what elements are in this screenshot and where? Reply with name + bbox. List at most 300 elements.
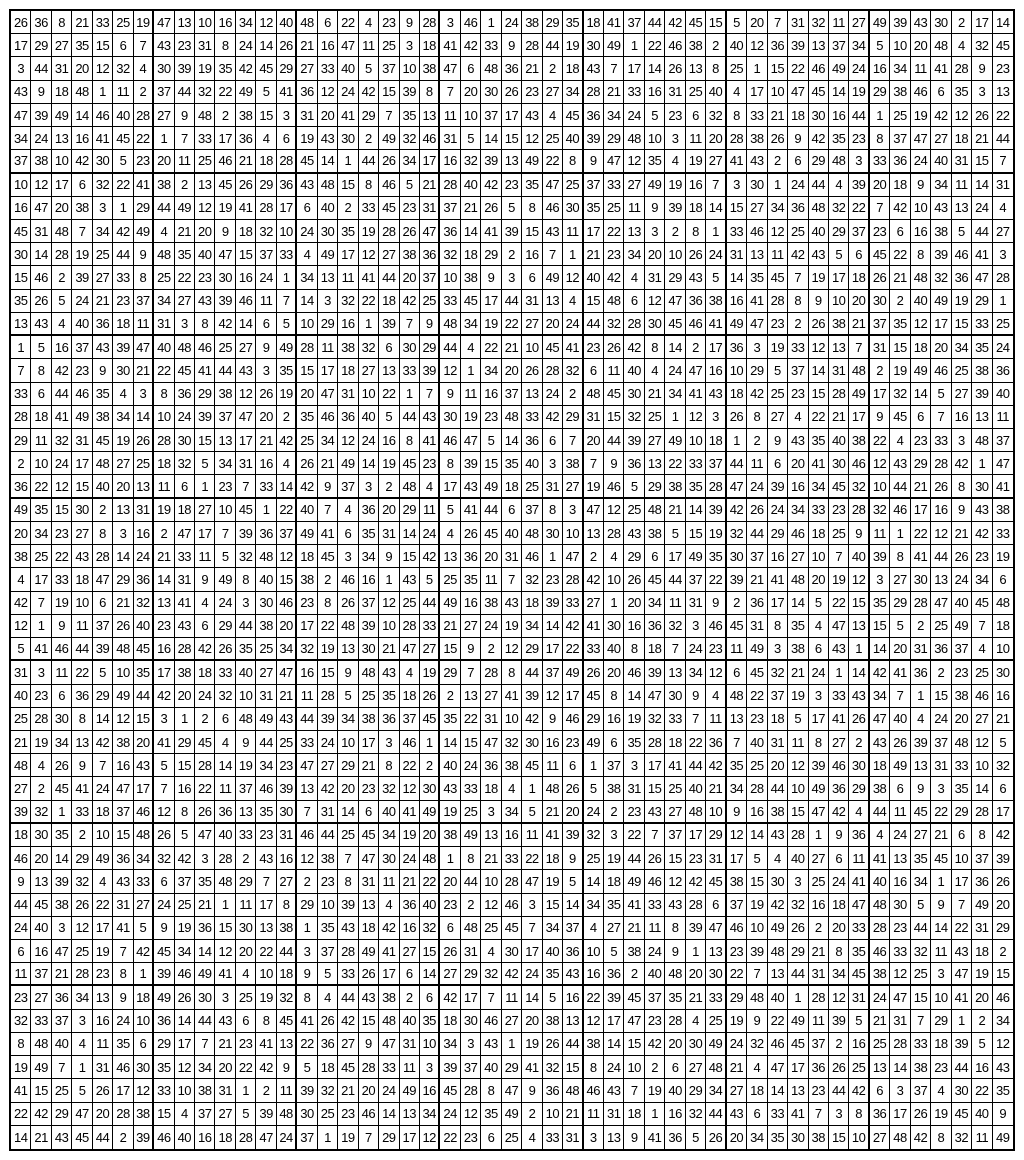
- grid-cell: 27: [931, 127, 951, 150]
- grid-cell: 14: [624, 685, 644, 708]
- grid-cell: 7: [31, 592, 51, 615]
- grid-cell: 30: [706, 963, 726, 986]
- grid-cell: 12: [870, 452, 890, 475]
- grid-cell: 20: [686, 963, 706, 986]
- grid-cell: 15: [440, 638, 460, 661]
- grid-cell: 33: [175, 545, 195, 568]
- grid-cell: 47: [52, 940, 72, 963]
- grid-cell: 30: [952, 1079, 972, 1102]
- grid-cell: 9: [420, 313, 440, 336]
- grid-cell: 10: [604, 568, 624, 591]
- grid-cell: 8: [134, 266, 154, 289]
- grid-cell: 38: [318, 847, 338, 870]
- grid-cell: 36: [993, 359, 1013, 382]
- grid-cell: 1: [236, 1079, 256, 1102]
- grid-cell: 49: [31, 1056, 51, 1079]
- grid-cell: 27: [563, 475, 583, 498]
- grid-cell: 18: [890, 174, 910, 197]
- grid-cell: 44: [972, 220, 992, 243]
- grid-cell: 25: [134, 452, 154, 475]
- grid-cell: 22: [788, 57, 808, 80]
- grid-cell: 38: [931, 220, 951, 243]
- grid-cell: 20: [993, 894, 1013, 917]
- grid-cell: 22: [420, 870, 440, 893]
- grid-cell: 10: [809, 545, 829, 568]
- grid-cell: 30: [256, 592, 276, 615]
- grid-cell: 43: [706, 383, 726, 406]
- grid-cell: 7: [481, 986, 501, 1009]
- grid-cell: 1: [624, 34, 644, 57]
- grid-cell: 45: [502, 917, 522, 940]
- grid-cell: 48: [747, 986, 767, 1009]
- grid-cell: 47: [175, 522, 195, 545]
- grid-cell: 34: [236, 11, 256, 34]
- grid-cell: 46: [31, 266, 51, 289]
- grid-cell: 38: [338, 336, 358, 359]
- grid-cell: 35: [481, 1103, 501, 1126]
- grid-cell: 45: [236, 499, 256, 522]
- grid-cell: 15: [931, 685, 951, 708]
- grid-cell: 26: [686, 243, 706, 266]
- grid-cell: 12: [215, 940, 235, 963]
- grid-cell: 32: [11, 1010, 31, 1033]
- grid-cell: 2: [72, 824, 92, 847]
- grid-cell: 30: [11, 243, 31, 266]
- grid-cell: 30: [665, 685, 685, 708]
- grid-cell: 48: [563, 1079, 583, 1102]
- grid-cell: 3: [93, 197, 113, 220]
- grid-cell: 18: [113, 313, 133, 336]
- grid-cell: 45: [359, 824, 379, 847]
- grid-cell: 16: [829, 104, 849, 127]
- grid-cell: 3: [215, 986, 235, 1009]
- grid-cell: 40: [788, 847, 808, 870]
- grid-cell: 39: [379, 313, 399, 336]
- grid-cell: 49: [706, 1033, 726, 1056]
- grid-cell: 25: [481, 917, 501, 940]
- grid-cell: 12: [52, 475, 72, 498]
- grid-cell: 35: [522, 174, 542, 197]
- grid-cell: 43: [359, 986, 379, 1009]
- grid-cell: 45: [952, 1103, 972, 1126]
- grid-cell: 48: [175, 336, 195, 359]
- grid-cell: 32: [911, 940, 931, 963]
- grid-cell: 26: [604, 336, 624, 359]
- grid-cell: 48: [400, 475, 420, 498]
- grid-cell: 6: [277, 127, 297, 150]
- grid-cell: 43: [584, 57, 604, 80]
- grid-cell: 26: [829, 1056, 849, 1079]
- grid-cell: 37: [952, 638, 972, 661]
- grid-cell: 26: [236, 174, 256, 197]
- grid-cell: 33: [277, 243, 297, 266]
- grid-cell: 33: [727, 220, 747, 243]
- grid-cell: 29: [481, 243, 501, 266]
- grid-cell: 5: [972, 1033, 992, 1056]
- grid-cell: 23: [809, 1079, 829, 1102]
- grid-cell: 20: [543, 313, 563, 336]
- grid-cell: 26: [584, 661, 604, 684]
- grid-cell: 31: [522, 290, 542, 313]
- grid-cell: 37: [11, 150, 31, 173]
- grid-cell: 31: [952, 150, 972, 173]
- grid-cell: 37: [134, 290, 154, 313]
- grid-cell: 6: [481, 1126, 501, 1149]
- grid-cell: 32: [359, 336, 379, 359]
- grid-cell: 31: [768, 731, 788, 754]
- grid-cell: 49: [113, 685, 133, 708]
- grid-cell: 29: [318, 313, 338, 336]
- grid-cell: 43: [379, 661, 399, 684]
- grid-cell: 21: [645, 383, 665, 406]
- grid-cell: 48: [686, 801, 706, 824]
- grid-cell: 1: [175, 708, 195, 731]
- grid-cell: 39: [481, 150, 501, 173]
- grid-cell: 26: [849, 708, 869, 731]
- grid-cell: 19: [461, 406, 481, 429]
- grid-cell: 13: [379, 359, 399, 382]
- grid-cell: 16: [338, 313, 358, 336]
- grid-cell: 7: [195, 1033, 215, 1056]
- grid-cell: 26: [543, 1033, 563, 1056]
- grid-cell: 35: [849, 940, 869, 963]
- grid-cell: 41: [175, 592, 195, 615]
- grid-cell: 33: [849, 917, 869, 940]
- grid-cell: 25: [952, 359, 972, 382]
- grid-cell: 24: [543, 383, 563, 406]
- grid-cell: 19: [972, 963, 992, 986]
- grid-cell: 36: [952, 266, 972, 289]
- grid-cell: 24: [134, 545, 154, 568]
- grid-cell: 43: [420, 406, 440, 429]
- grid-cell: 34: [563, 81, 583, 104]
- grid-cell: 23: [563, 731, 583, 754]
- grid-cell: 28: [338, 940, 358, 963]
- grid-cell: 12: [461, 1103, 481, 1126]
- grid-cell: 34: [788, 499, 808, 522]
- grid-cell: 37: [829, 34, 849, 57]
- grid-cell: 41: [768, 568, 788, 591]
- grid-cell: 12: [502, 638, 522, 661]
- grid-cell: 32: [277, 986, 297, 1009]
- grid-cell: 9: [134, 243, 154, 266]
- grid-cell: 43: [829, 638, 849, 661]
- grid-cell: 18: [215, 1126, 235, 1149]
- grid-cell: 39: [400, 81, 420, 104]
- grid-cell: 12: [72, 917, 92, 940]
- grid-cell: 14: [972, 777, 992, 800]
- grid-cell: 42: [440, 986, 460, 1009]
- grid-cell: 41: [972, 243, 992, 266]
- grid-cell: 19: [481, 313, 501, 336]
- grid-cell: 38: [461, 266, 481, 289]
- grid-cell: 15: [624, 1033, 644, 1056]
- grid-cell: 7: [52, 1056, 72, 1079]
- grid-cell: 23: [481, 406, 501, 429]
- grid-cell: 41: [359, 266, 379, 289]
- grid-cell: 7: [911, 1010, 931, 1033]
- grid-cell: 14: [911, 383, 931, 406]
- grid-cell: 48: [481, 57, 501, 80]
- grid-cell: 23: [175, 34, 195, 57]
- grid-cell: 25: [543, 127, 563, 150]
- grid-cell: 14: [543, 615, 563, 638]
- grid-cell: 46: [359, 1103, 379, 1126]
- grid-cell: 24: [481, 615, 501, 638]
- grid-cell: 37: [400, 708, 420, 731]
- grid-cell: 44: [788, 963, 808, 986]
- grid-cell: 4: [31, 754, 51, 777]
- grid-cell: 9: [952, 499, 972, 522]
- grid-cell: 47: [481, 731, 501, 754]
- grid-cell: 16: [11, 197, 31, 220]
- grid-cell: 24: [215, 592, 235, 615]
- grid-cell: 33: [624, 81, 644, 104]
- grid-cell: 6: [993, 777, 1013, 800]
- grid-cell: 13: [931, 568, 951, 591]
- grid-cell: 13: [849, 615, 869, 638]
- grid-cell: 17: [72, 452, 92, 475]
- grid-cell: 20: [359, 1079, 379, 1102]
- grid-cell: 46: [788, 522, 808, 545]
- grid-cell: 15: [236, 243, 256, 266]
- grid-cell: 22: [706, 568, 726, 591]
- grid-cell: 7: [768, 11, 788, 34]
- grid-cell: 20: [297, 383, 317, 406]
- grid-cell: 27: [11, 777, 31, 800]
- grid-cell: 10: [256, 963, 276, 986]
- grid-cell: 29: [256, 174, 276, 197]
- grid-cell: 2: [277, 406, 297, 429]
- grid-cell: 6: [93, 592, 113, 615]
- grid-cell: 38: [93, 406, 113, 429]
- grid-cell: 32: [604, 313, 624, 336]
- grid-cell: 39: [604, 986, 624, 1009]
- grid-cell: 31: [256, 685, 276, 708]
- grid-cell: 4: [870, 824, 890, 847]
- grid-cell: 19: [543, 870, 563, 893]
- grid-cell: 37: [113, 801, 133, 824]
- grid-cell: 17: [113, 1079, 133, 1102]
- grid-cell: 4: [665, 150, 685, 173]
- grid-cell: 39: [563, 824, 583, 847]
- grid-cell: 1: [256, 499, 276, 522]
- grid-cell: 37: [318, 940, 338, 963]
- grid-cell: 21: [359, 754, 379, 777]
- grid-cell: 25: [359, 685, 379, 708]
- grid-cell: 14: [829, 81, 849, 104]
- grid-cell: 37: [624, 11, 644, 34]
- grid-cell: 42: [584, 568, 604, 591]
- grid-cell: 11: [318, 336, 338, 359]
- grid-cell: 22: [52, 545, 72, 568]
- grid-cell: 13: [481, 824, 501, 847]
- grid-cell: 41: [993, 475, 1013, 498]
- grid-cell: 6: [931, 81, 951, 104]
- grid-cell: 10: [522, 336, 542, 359]
- grid-cell: 28: [93, 545, 113, 568]
- grid-cell: 49: [563, 661, 583, 684]
- grid-cell: 35: [604, 894, 624, 917]
- grid-cell: 26: [624, 568, 644, 591]
- grid-cell: 20: [461, 81, 481, 104]
- grid-cell: 42: [870, 661, 890, 684]
- grid-cell: 42: [788, 243, 808, 266]
- grid-cell: 16: [952, 406, 972, 429]
- grid-cell: 8: [543, 499, 563, 522]
- grid-cell: 45: [522, 754, 542, 777]
- grid-cell: 9: [788, 127, 808, 150]
- grid-cell: 23: [93, 963, 113, 986]
- grid-cell: 22: [400, 754, 420, 777]
- grid-cell: 30: [993, 661, 1013, 684]
- grid-cell: 30: [338, 127, 358, 150]
- grid-cell: 19: [113, 429, 133, 452]
- grid-cell: 13: [706, 940, 726, 963]
- grid-cell: 41: [849, 870, 869, 893]
- grid-cell: 13: [215, 429, 235, 452]
- grid-cell: 45: [768, 266, 788, 289]
- grid-cell: 24: [870, 986, 890, 1009]
- grid-cell: 24: [522, 963, 542, 986]
- grid-cell: 24: [665, 359, 685, 382]
- grid-cell: 49: [584, 731, 604, 754]
- grid-cell: 27: [809, 847, 829, 870]
- grid-cell: 2: [727, 592, 747, 615]
- grid-cell: 24: [359, 429, 379, 452]
- grid-cell: 7: [686, 708, 706, 731]
- grid-cell: 37: [768, 685, 788, 708]
- grid-cell: 44: [338, 986, 358, 1009]
- grid-cell: 10: [420, 1033, 440, 1056]
- grid-cell: 1: [481, 11, 501, 34]
- grid-cell: 12: [522, 127, 542, 150]
- grid-cell: 23: [236, 1033, 256, 1056]
- grid-cell: 3: [134, 383, 154, 406]
- grid-cell: 28: [788, 824, 808, 847]
- grid-cell: 30: [440, 406, 460, 429]
- grid-cell: 38: [645, 522, 665, 545]
- grid-cell: 45: [604, 383, 624, 406]
- grid-cell: 34: [379, 824, 399, 847]
- grid-cell: 5: [195, 452, 215, 475]
- grid-cell: 42: [113, 220, 133, 243]
- grid-cell: 16: [400, 917, 420, 940]
- grid-cell: 37: [52, 1010, 72, 1033]
- grid-cell: 15: [113, 824, 133, 847]
- grid-cell: 41: [604, 11, 624, 34]
- grid-cell: 17: [134, 777, 154, 800]
- grid-cell: 20: [952, 708, 972, 731]
- grid-cell: 24: [31, 127, 51, 150]
- grid-cell: 22: [890, 243, 910, 266]
- grid-cell: 42: [420, 545, 440, 568]
- grid-cell: 32: [420, 917, 440, 940]
- grid-cell: 21: [318, 452, 338, 475]
- grid-cell: 6: [318, 11, 338, 34]
- grid-cell: 16: [972, 1056, 992, 1079]
- grid-cell: 7: [379, 104, 399, 127]
- grid-cell: 23: [952, 661, 972, 684]
- grid-cell: 40: [440, 754, 460, 777]
- grid-cell: 40: [134, 615, 154, 638]
- grid-cell: 13: [993, 81, 1013, 104]
- grid-cell: 32: [870, 499, 890, 522]
- grid-cell: 3: [31, 661, 51, 684]
- grid-cell: 15: [829, 1126, 849, 1149]
- grid-cell: 18: [134, 986, 154, 1009]
- grid-cell: 34: [686, 661, 706, 684]
- grid-cell: 9: [829, 824, 849, 847]
- grid-cell: 3: [297, 940, 317, 963]
- grid-cell: 48: [727, 685, 747, 708]
- grid-cell: 14: [665, 336, 685, 359]
- grid-cell: 17: [584, 220, 604, 243]
- grid-cell: 32: [52, 429, 72, 452]
- grid-cell: 5: [543, 986, 563, 1009]
- grid-cell: 30: [768, 870, 788, 893]
- grid-cell: 15: [665, 847, 685, 870]
- grid-cell: 7: [215, 522, 235, 545]
- grid-cell: 22: [11, 1103, 31, 1126]
- grid-cell: 16: [256, 452, 276, 475]
- grid-cell: 45: [584, 685, 604, 708]
- grid-cell: 34: [849, 34, 869, 57]
- grid-cell: 41: [277, 81, 297, 104]
- grid-cell: 18: [11, 824, 31, 847]
- grid-cell: 7: [829, 545, 849, 568]
- grid-cell: 45: [829, 475, 849, 498]
- grid-cell: 29: [584, 708, 604, 731]
- grid-cell: 2: [359, 127, 379, 150]
- grid-cell: 43: [768, 824, 788, 847]
- grid-cell: 9: [481, 266, 501, 289]
- grid-cell: 41: [31, 638, 51, 661]
- grid-cell: 14: [277, 475, 297, 498]
- grid-cell: 15: [768, 57, 788, 80]
- grid-cell: 19: [379, 452, 399, 475]
- grid-cell: 24: [686, 638, 706, 661]
- grid-cell: 26: [972, 104, 992, 127]
- grid-cell: 25: [195, 150, 215, 173]
- grid-cell: 31: [584, 406, 604, 429]
- grid-cell: 37: [849, 220, 869, 243]
- grid-cell: 26: [522, 359, 542, 382]
- grid-cell: 35: [175, 243, 195, 266]
- grid-cell: 9: [665, 940, 685, 963]
- grid-cell: 39: [645, 661, 665, 684]
- grid-cell: 20: [52, 197, 72, 220]
- grid-cell: 33: [665, 708, 685, 731]
- grid-cell: 18: [359, 917, 379, 940]
- grid-cell: 34: [93, 220, 113, 243]
- grid-cell: 3: [379, 731, 399, 754]
- grid-cell: 47: [502, 1079, 522, 1102]
- grid-cell: 14: [256, 34, 276, 57]
- grid-cell: 12: [829, 986, 849, 1009]
- grid-cell: 32: [645, 708, 665, 731]
- grid-cell: 35: [338, 220, 358, 243]
- grid-cell: 38: [215, 383, 235, 406]
- grid-cell: 28: [440, 174, 460, 197]
- grid-cell: 48: [890, 1126, 910, 1149]
- grid-cell: 35: [584, 197, 604, 220]
- grid-cell: 1: [972, 452, 992, 475]
- grid-cell: 10: [400, 57, 420, 80]
- grid-cell: 35: [113, 1033, 133, 1056]
- grid-cell: 39: [747, 940, 767, 963]
- grid-cell: 12: [624, 150, 644, 173]
